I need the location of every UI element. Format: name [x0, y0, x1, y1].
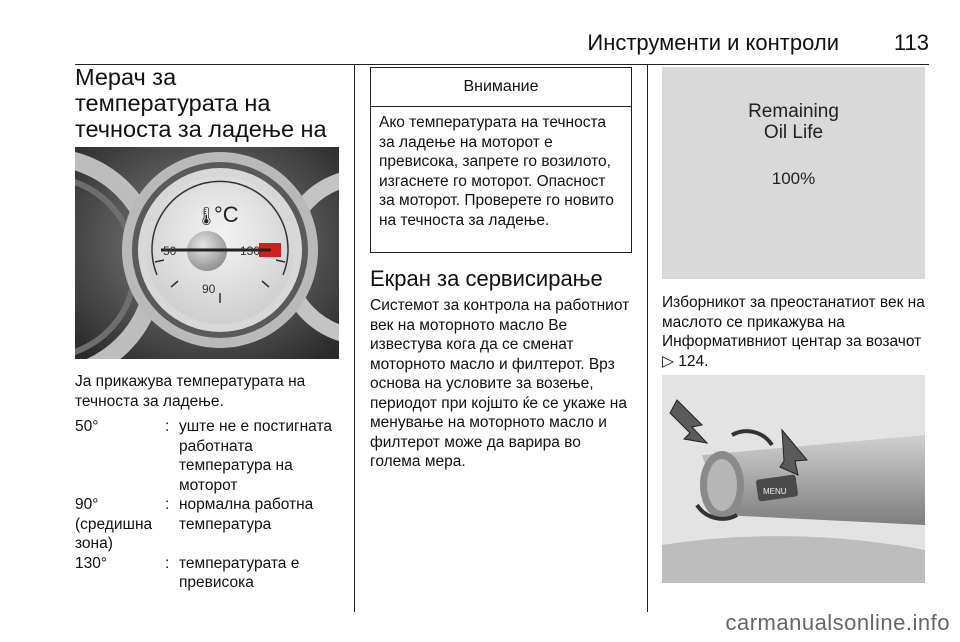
table-value: нормална работна температура	[179, 496, 314, 533]
table-row	[75, 554, 337, 593]
table-sep: :	[165, 554, 170, 572]
column-divider-1	[354, 64, 355, 612]
table-key: 130°	[75, 554, 108, 572]
gauge-coolant-icon: 🌡	[195, 206, 218, 226]
display-line-2: Oil Life	[763, 122, 824, 143]
service-text: Системот за контрола на работниот век на моторното масло Ве известува кога да се сменат моторното масло и филтерот. Врз основа на условите за возење, периодот при којшто ќе се укаже на менување на моторното масло и филтерот може да варира во голема мера.	[370, 297, 630, 470]
table-value: температурата е превисока	[179, 554, 300, 591]
stalk-menu-label: MENU	[763, 487, 787, 496]
table-row	[75, 495, 337, 554]
gauge-tick-mid: 90	[202, 282, 216, 296]
temperature-gauge-image	[75, 147, 339, 359]
display-value: 100%	[771, 169, 816, 188]
table-sep: :	[165, 418, 170, 435]
menu-stalk-image	[662, 375, 925, 583]
display-line-1: Remaining	[748, 101, 839, 122]
service-heading: Екран за сервисирање	[370, 266, 603, 291]
table-key: 50°	[75, 418, 99, 435]
warning-title: Внимание	[371, 68, 631, 107]
column-3-text	[662, 293, 927, 371]
gauge-unit-label: °C	[214, 202, 239, 227]
table-key: 90° (средишна зона)	[75, 496, 153, 552]
watermark: carmanualsonline.info	[725, 610, 950, 635]
page-header	[75, 30, 929, 62]
column-2-lower	[370, 266, 632, 472]
page-ref-number: 124.	[678, 352, 709, 370]
page-number: 113	[893, 30, 929, 55]
oil-life-text-body: Изборникот за преостанатиот век на маслото се прикажува на Информативниот центар за возачот	[662, 294, 925, 350]
section-title: Инструменти и контроли	[587, 30, 839, 55]
table-value: уште не е постигната работната температура на моторот	[179, 418, 333, 494]
oil-life-display-image	[662, 67, 925, 279]
gauge-caption: Ја прикажува температурата на течноста за ладење.	[75, 373, 306, 410]
column-divider-2	[647, 64, 648, 612]
table-row	[75, 417, 337, 495]
temperature-table	[75, 417, 337, 593]
section-heading: Мерач за температурата на течноста за ладење на	[75, 64, 327, 142]
column-1-lower	[75, 372, 340, 593]
warning-text: Ако температурата на течноста за ладење на моторот е превисока, запрете го возилото, изгаснете го моторот. Опасност за моторот. Проверете го новито на течноста за ладење.	[379, 114, 614, 229]
gauge-tick-high: 130	[240, 244, 261, 258]
oil-life-text	[662, 293, 927, 371]
page-ref-icon: ▷	[662, 352, 674, 370]
table-sep: :	[165, 496, 170, 513]
gauge-tick-low: 50	[163, 244, 177, 258]
warning-box	[370, 67, 632, 253]
